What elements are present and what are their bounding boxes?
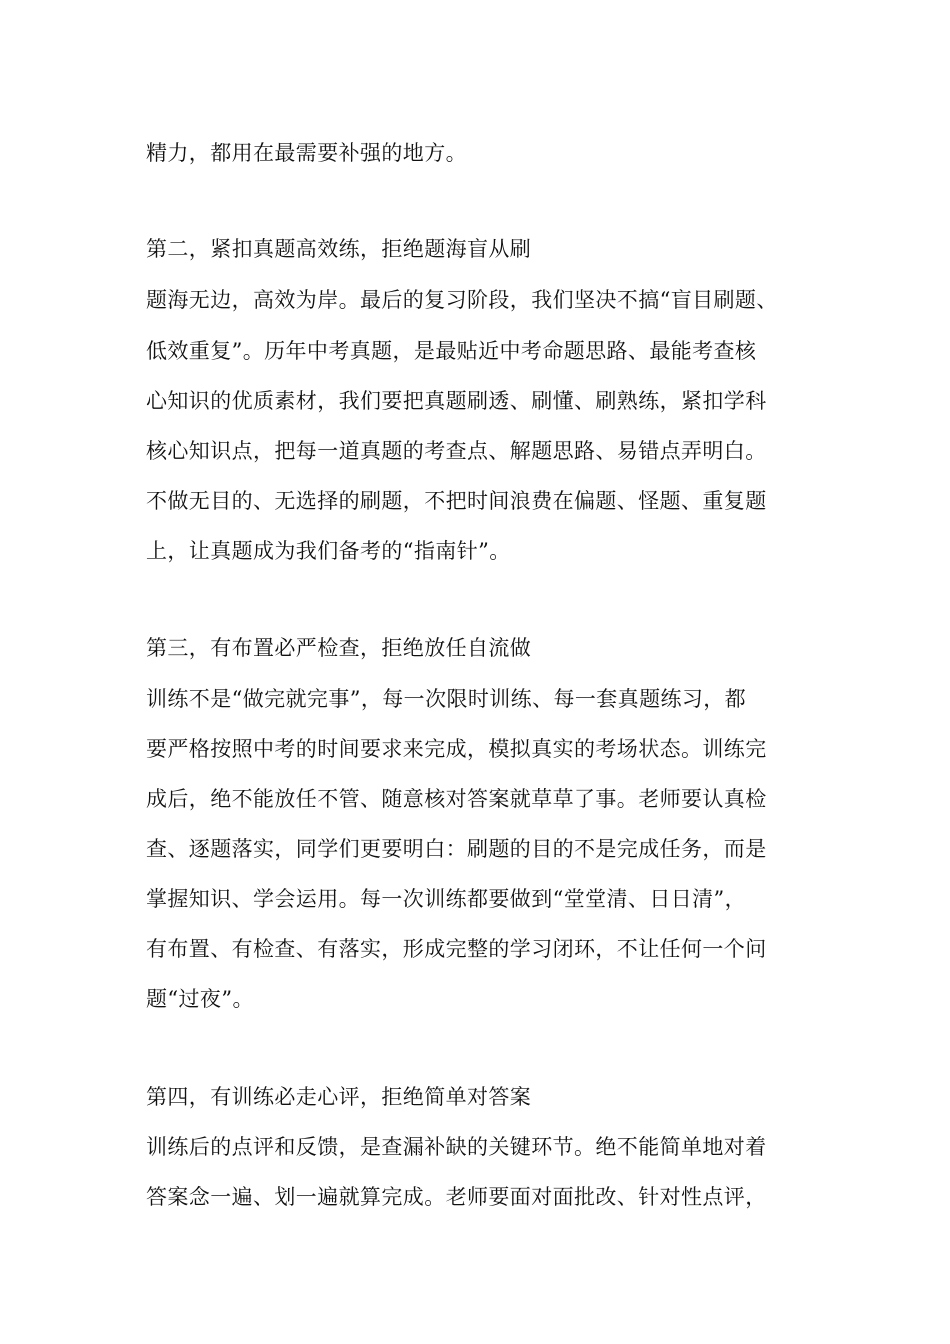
paragraph-line: 掌握知识、学会运用。每一次训练都要做到“堂堂清、日日清”， [146, 887, 747, 911]
paragraph-line: 查、逐题落实，同学们更要明白：刷题的目的不是完成任务，而是 [146, 837, 767, 861]
paragraph-line: 精力，都用在最需要补强的地方。 [146, 141, 467, 165]
paragraph-line: 训练不是“做完就完事”，每一次限时训练、每一套真题练习，都 [146, 687, 747, 711]
paragraph-line: 训练后的点评和反馈，是查漏补缺的关键环节。绝不能简单地对着 [146, 1135, 767, 1159]
section-heading: 第四，有训练必走心评，拒绝简单对答案 [146, 1085, 532, 1109]
paragraph-line: 心知识的优质素材，我们要把真题刷透、刷懂、刷熟练，紧扣学科 [146, 389, 767, 413]
paragraph-line: 成后，绝不能放任不管、随意核对答案就草草了事。老师要认真检 [146, 787, 767, 811]
paragraph-line: 题海无边，高效为岸。最后的复习阶段，我们坚决不搞“盲目刷题、 [146, 288, 778, 312]
paragraph-line: 上，让真题成为我们备考的“指南针”。 [146, 539, 511, 563]
paragraph-line: 不做无目的、无选择的刷题，不把时间浪费在偏题、怪题、重复题 [146, 489, 767, 513]
paragraph-line: 核心知识点，把每一道真题的考查点、解题思路、易错点弄明白。 [146, 439, 767, 463]
paragraph-line: 题“过夜”。 [146, 987, 254, 1011]
section-heading: 第二，紧扣真题高效练，拒绝题海盲从刷 [146, 237, 532, 261]
paragraph-line: 要严格按照中考的时间要求来完成，模拟真实的考场状态。训练完 [146, 737, 767, 761]
paragraph-line: 低效重复”。历年中考真题，是最贴近中考命题思路、最能考查核 [146, 339, 757, 363]
section-heading: 第三，有布置必严检查，拒绝放任自流做 [146, 636, 532, 660]
paragraph-line: 答案念一遍、划一遍就算完成。老师要面对面批改、针对性点评， [146, 1185, 767, 1209]
paragraph-line: 有布置、有检查、有落实，形成完整的学习闭环，不让任何一个问 [146, 937, 767, 961]
